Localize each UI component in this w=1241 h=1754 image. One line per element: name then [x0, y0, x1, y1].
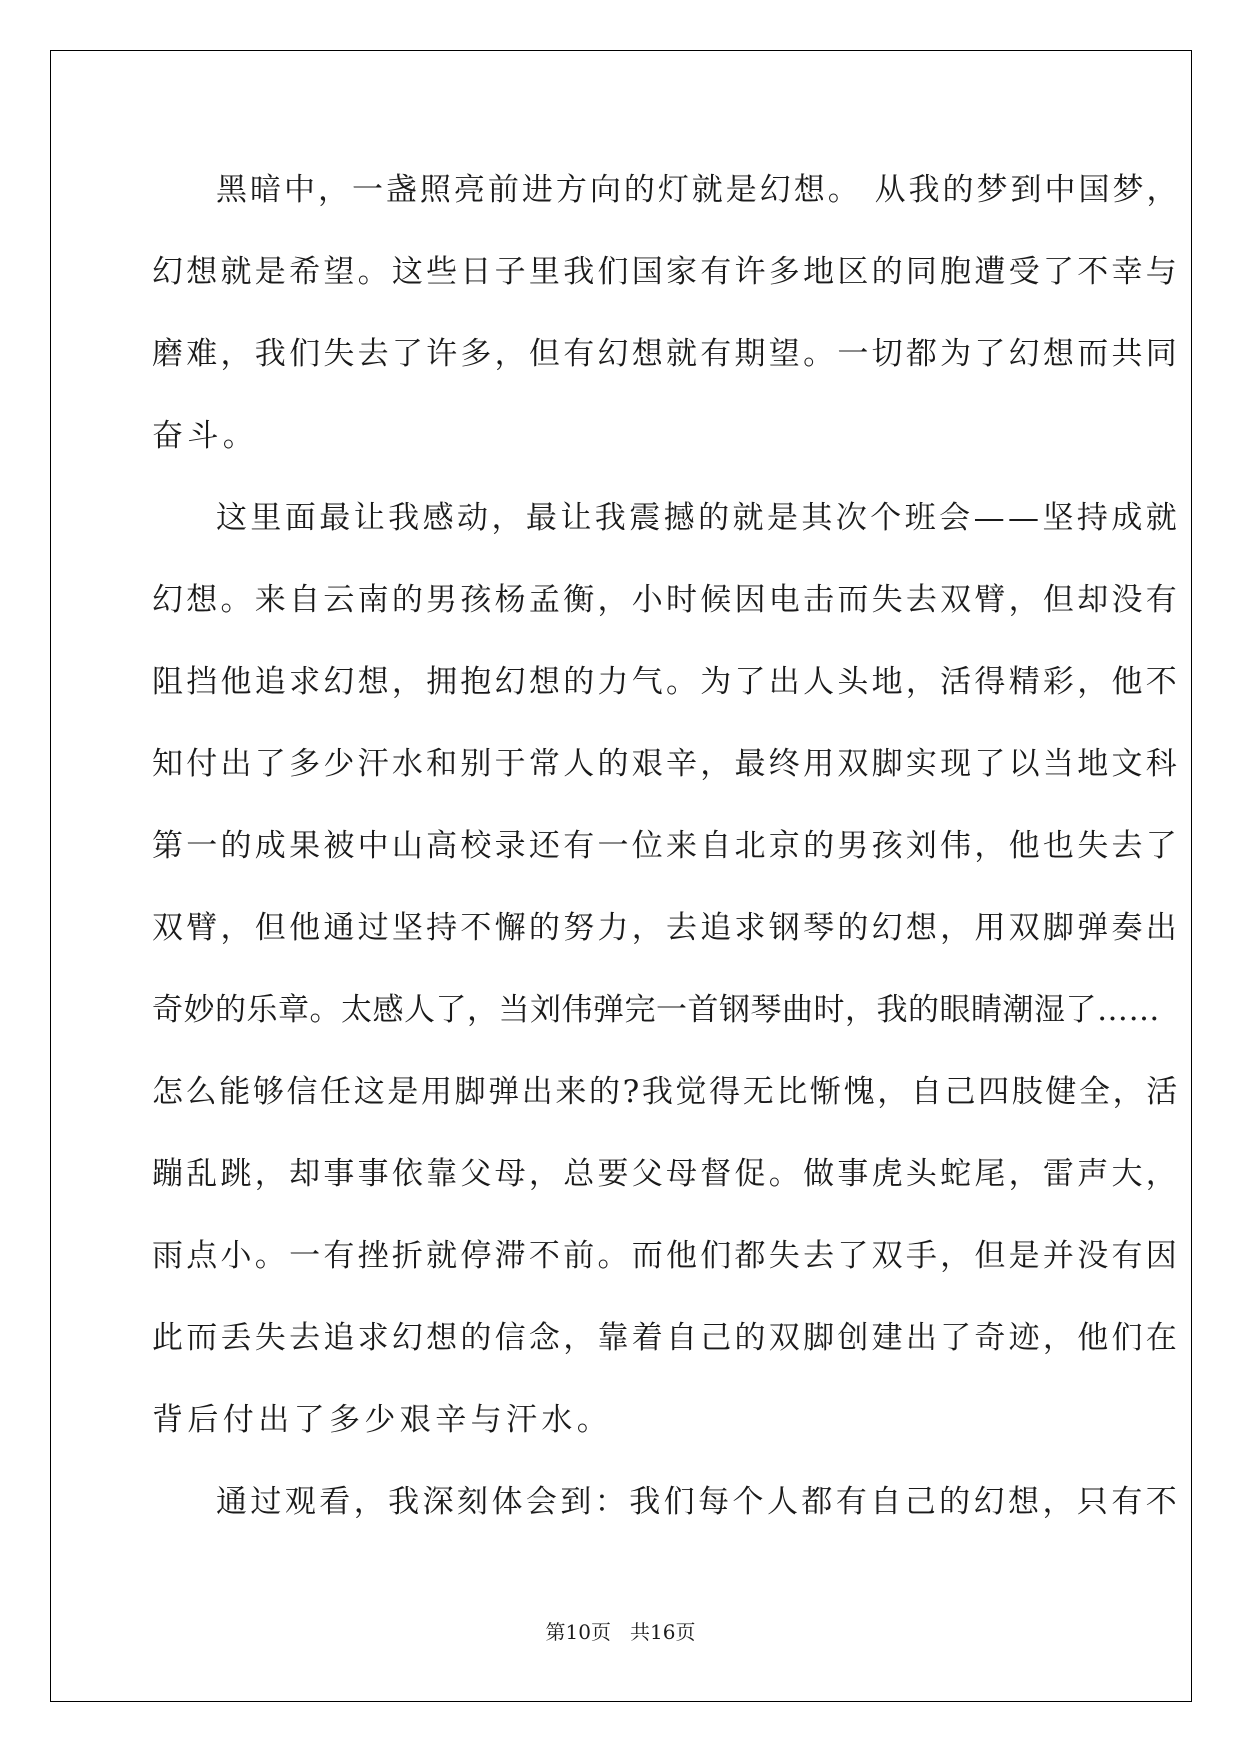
text-line: 阻挡他追求幻想，拥抱幻想的力气。为了出人头地，活得精彩，他不 [152, 664, 1180, 700]
text-line: 第一的成果被中山高校录还有一位来自北京的男孩刘伟，他也失去了 [152, 828, 1180, 864]
footer-gap [611, 1620, 630, 1644]
page-footer [0, 1616, 1241, 1645]
text-line: 幻想。来自云南的男孩杨孟衡，小时候因电击而失去双臂，但却没有 [152, 582, 1180, 618]
text-line: 知付出了多少汗水和别于常人的艰辛，最终用双脚实现了以当地文科 [152, 746, 1180, 782]
text-line: 雨点小。一有挫折就停滞不前。而他们都失去了双手，但是并没有因 [152, 1238, 1180, 1274]
text-line: 此而丢失去追求幻想的信念，靠着自己的双脚创建出了奇迹，他们在 [152, 1320, 1180, 1356]
text-line: 蹦乱跳，却事事依靠父母，总要父母督促。做事虎头蛇尾，雷声大， [152, 1156, 1180, 1192]
text-line: 奋斗。 [152, 418, 259, 454]
text-line: 黑暗中，一盏照亮前进方向的灯就是幻想。 从我的梦到中国梦， [216, 172, 1181, 208]
page-number: 第10页 [545, 1620, 611, 1644]
page-total: 共16页 [630, 1620, 696, 1644]
text-line: 这里面最让我感动，最让我震撼的就是其次个班会——坚持成就 [216, 500, 1181, 536]
text-line: 怎么能够信任这是用脚弹出来的?我觉得无比惭愧，自己四肢健全，活 [152, 1074, 1180, 1110]
text-line: 奇妙的乐章。太感人了，当刘伟弹完一首钢琴曲时，我的眼睛潮湿了…… [152, 992, 1160, 1028]
text-line: 双臂，但他通过坚持不懈的努力，去追求钢琴的幻想，用双脚弹奏出 [152, 910, 1180, 946]
page-border [50, 50, 1192, 1702]
text-line: 幻想就是希望。这些日子里我们国家有许多地区的同胞遭受了不幸与 [152, 254, 1180, 290]
text-line: 通过观看，我深刻体会到：我们每个人都有自己的幻想，只有不 [216, 1484, 1181, 1520]
text-line: 磨难，我们失去了许多，但有幻想就有期望。一切都为了幻想而共同 [152, 336, 1180, 372]
text-line: 背后付出了多少艰辛与汗水。 [152, 1402, 613, 1438]
